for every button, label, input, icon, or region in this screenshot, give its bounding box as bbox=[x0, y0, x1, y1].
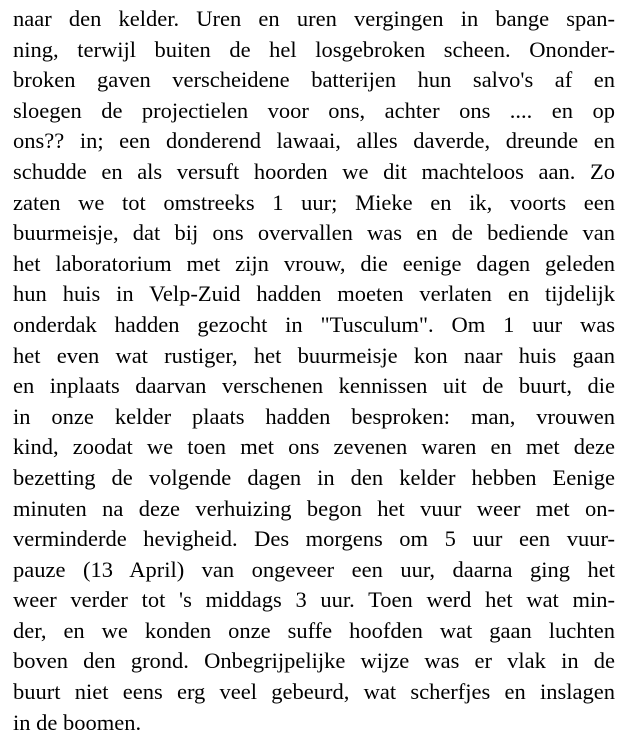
text-line: het laboratorium met zijn vrouw, die eenige dagen geleden bbox=[13, 250, 615, 276]
text-line: naar den kelder. Uren en uren vergingen in bange span- bbox=[13, 6, 615, 31]
text-line: in onze kelder plaats hadden besproken: man, vrouwen bbox=[13, 403, 615, 429]
text-line: weer verder tot 's middags 3 uur. Toen werd het wat min- bbox=[13, 587, 615, 613]
text-line: broken gaven verscheidene batterijen hun salvo's af en bbox=[13, 67, 615, 93]
text-line: onderdak hadden gezocht in "Tusculum". Om 1 uur was bbox=[13, 311, 615, 337]
document-page bbox=[13, 4, 615, 738]
text-line: ons?? in; een donderend lawaai, alles daverde, dreunde en bbox=[13, 128, 615, 154]
text-line-last: in de boomen. bbox=[13, 709, 142, 735]
text-line: kind, zoodat we toen met ons zevenen waren en met deze bbox=[13, 434, 615, 460]
text-line: boven den grond. Onbegrijpelijke wijze was er vlak in de bbox=[13, 648, 615, 674]
text-line: ning, terwijl buiten de hel losgebroken scheen. Ononder- bbox=[13, 36, 615, 62]
text-line: verminderde hevigheid. Des morgens om 5 uur een vuur- bbox=[13, 526, 615, 552]
text-line: minuten na deze verhuizing begon het vuur weer met on- bbox=[13, 495, 615, 521]
text-line: sloegen de projectielen voor ons, achter ons .... en op bbox=[13, 97, 615, 123]
text-line: buurt niet eens erg veel gebeurd, wat scherfjes en inslagen bbox=[13, 679, 615, 705]
text-line: pauze (13 April) van ongeveer een uur, daarna ging het bbox=[13, 556, 615, 582]
text-line: buurmeisje, dat bij ons overvallen was en de bediende van bbox=[13, 220, 615, 246]
text-line: der, en we konden onze suffe hoofden wat gaan luchten bbox=[13, 617, 615, 643]
text-line: hun huis in Velp-Zuid hadden moeten verlaten en tijdelijk bbox=[13, 281, 615, 307]
text-line: en inplaats daarvan verschenen kennissen uit de buurt, die bbox=[13, 373, 615, 399]
text-line: het even wat rustiger, het buurmeisje kon naar huis gaan bbox=[13, 342, 615, 368]
text-line: bezetting de volgende dagen in den kelder hebben Eenige bbox=[13, 464, 615, 490]
text-line: schudde en als versuft hoorden we dit machteloos aan. Zo bbox=[13, 158, 615, 184]
text-line: zaten we tot omstreeks 1 uur; Mieke en ik, voorts een bbox=[13, 189, 615, 215]
